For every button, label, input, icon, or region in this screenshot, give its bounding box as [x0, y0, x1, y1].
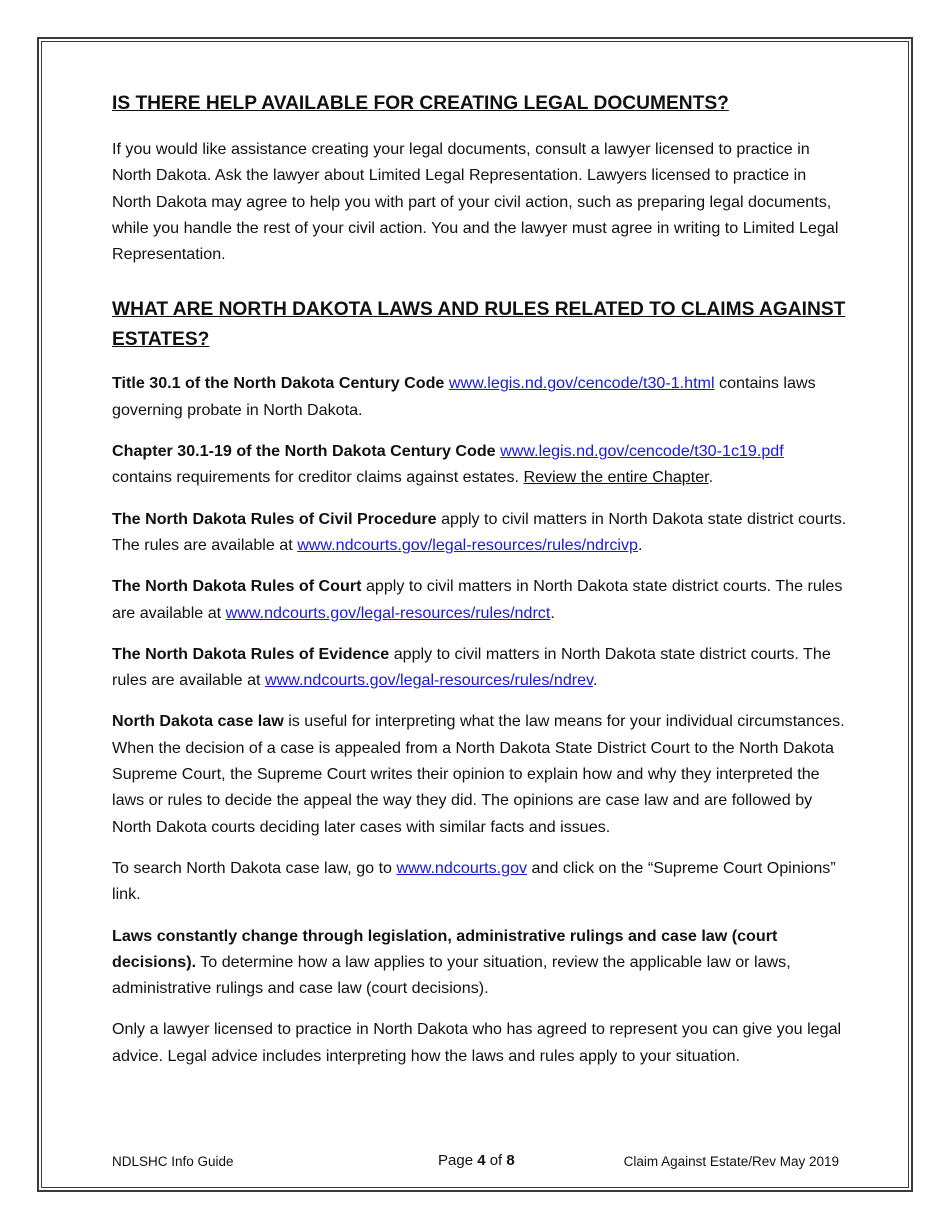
chapter-30-link[interactable]: www.legis.nd.gov/cencode/t30-1c19.pdf: [500, 442, 784, 461]
chapter-30-label: Chapter 30.1-19 of the North Dakota Century Code: [112, 442, 496, 461]
paragraph-search-case-law: [112, 855, 847, 908]
review-chapter-text: Review the entire Chapter: [523, 468, 709, 487]
heading-help-available: IS THERE HELP AVAILABLE FOR CREATING LEGAL DOCUMENTS?: [112, 93, 729, 114]
rules-of-evidence-label: The North Dakota Rules of Evidence: [112, 644, 390, 663]
footer-page-prefix: Page: [438, 1152, 478, 1169]
title-30-text: contains laws governing probate in North Dakota.: [112, 374, 816, 419]
footer-guide-name: NDLSHC Info Guide: [112, 1154, 234, 1169]
paragraph-rules-of-court: [112, 573, 847, 626]
paragraph-laws-change: [112, 923, 847, 1002]
laws-change-label: Laws constantly change through legislation, administrative rulings and case law (court decisions).: [112, 926, 778, 971]
civil-procedure-end: .: [638, 535, 643, 554]
rules-of-court-label: The North Dakota Rules of Court: [112, 577, 362, 596]
footer-page-of: of: [485, 1152, 507, 1169]
civil-procedure-label: The North Dakota Rules of Civil Procedure: [112, 509, 437, 528]
rules-of-evidence-end: .: [592, 671, 598, 690]
title-30-label: Title 30.1 of the North Dakota Century Code: [112, 374, 445, 393]
paragraph-title-30: [112, 370, 847, 423]
rules-of-evidence-link[interactable]: www.ndcourts.gov/legal-resources/rules/ndrev: [264, 671, 593, 690]
document-body: [112, 89, 847, 1084]
rules-of-court-text: apply to civil matters in North Dakota state district courts. The rules are available at: [112, 577, 843, 622]
search-end: and click on the “Supreme Court Opinions” link.: [112, 858, 836, 904]
case-law-label: North Dakota case law: [112, 712, 284, 731]
laws-change-text: To determine how a law applies to your situation, review the applicable law or laws, administrative rulings and case law (court decisions).: [112, 952, 791, 998]
civil-procedure-text: apply to civil matters in North Dakota state district courts. The rules are available at: [112, 509, 847, 554]
paragraph-chapter-30: [112, 438, 847, 491]
chapter-30-text: contains requirements for creditor claims against estates.: [112, 468, 524, 487]
rules-of-court-end: .: [550, 603, 555, 622]
footer-revision: Claim Against Estate/Rev May 2019: [623, 1154, 839, 1169]
paragraph-rules-of-evidence: [112, 641, 847, 694]
paragraph-case-law: [112, 708, 847, 839]
civil-procedure-link[interactable]: www.ndcourts.gov/legal-resources/rules/ndrcivp: [297, 535, 638, 554]
footer-page-total: 8: [506, 1152, 515, 1169]
case-law-text: is useful for interpreting what the law means for your individual circumstances. When the decision of a case is appealed from a North Dakota State District Court to the North Dakota Supreme Court, the Supreme Court writes their opinion to explain how and why they interpreted the laws or rules to decide the appeal the way they did. The opinions are case law and are followed by North Dakota courts deciding later cases with similar facts and issues.: [112, 712, 845, 836]
paragraph-legal-advice: Only a lawyer licensed to practice in North Dakota who has agreed to represent you can give you legal advice. Legal advice includes interpreting how the laws and rules apply to your situation.: [112, 1020, 842, 1065]
chapter-30-end: .: [708, 468, 714, 487]
search-text: To search North Dakota case law, go to: [112, 858, 397, 877]
rules-of-evidence-text: apply to civil matters in North Dakota state district courts. The rules are available at: [112, 644, 831, 690]
paragraph-civil-procedure: [112, 506, 847, 559]
title-30-link[interactable]: www.legis.nd.gov/cencode/t30-1.html: [448, 374, 715, 393]
rules-of-court-link[interactable]: www.ndcourts.gov/legal-resources/rules/ndrct: [225, 603, 551, 622]
footer-page-current: 4: [477, 1152, 486, 1169]
paragraph-help-available: If you would like assistance creating your legal documents, consult a lawyer licensed to practice in North Dakota. Ask the lawyer about Limited Legal Representation. Lawyers licensed to practice in North Dakota may agree to help you with part of your civil action, such as preparing legal documents, while you handle the rest of your civil action. You and the lawyer must agree in writing to Limited Legal Representation.: [112, 140, 839, 264]
ndcourts-link[interactable]: www.ndcourts.gov: [396, 858, 528, 877]
heading-laws-and-rules: WHAT ARE NORTH DAKOTA LAWS AND RULES RELATED TO CLAIMS AGAINST ESTATES?: [112, 299, 846, 351]
page-footer: [112, 1152, 839, 1174]
footer-page-number: [438, 1152, 515, 1169]
